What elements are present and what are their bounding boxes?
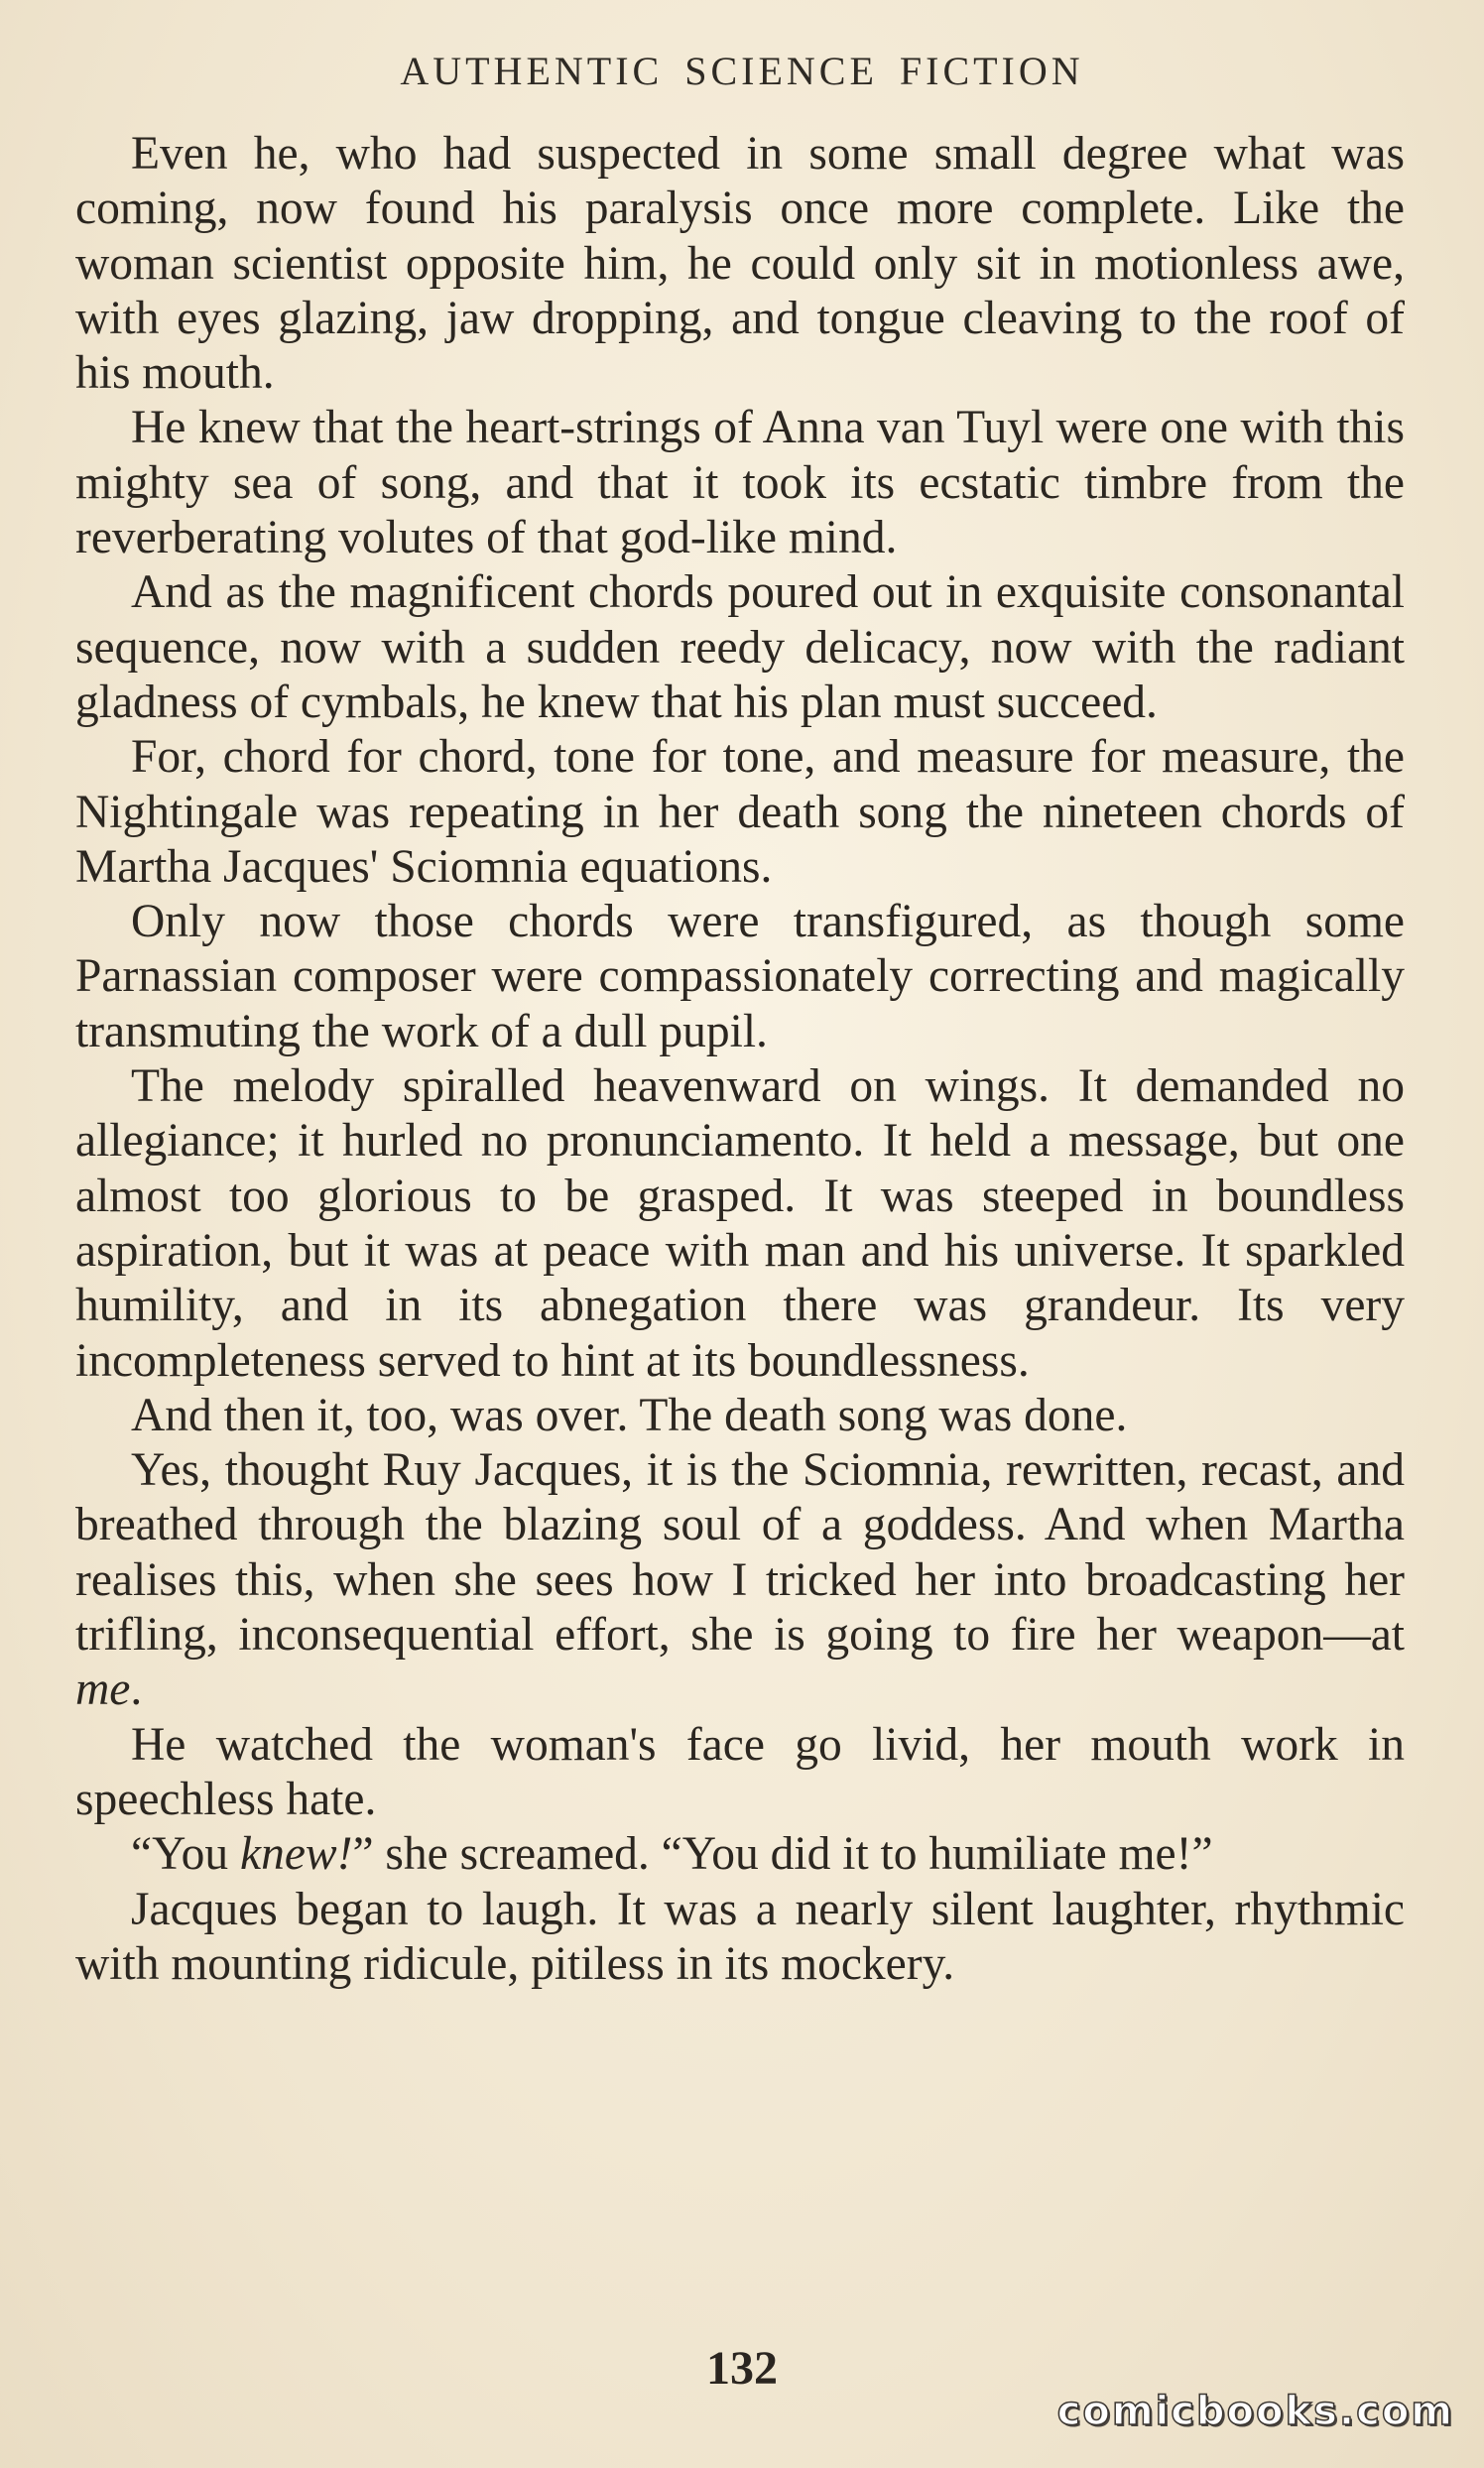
paragraph: And then it, too, was over. The death song was done.: [131, 1389, 1128, 1441]
paragraph: Even he, who had suspected in some small degree what was coming, now found his paralysis once more complete. Like the woman scientist opposite him, he could only sit in motionless awe, with eyes glazing, jaw dropping, and tongue cleaving to the roof of his mouth.: [75, 128, 1405, 400]
emphasis: me: [75, 1664, 131, 1716]
body-text: [75, 127, 1405, 1992]
paragraph: Yes, thought Ruy Jacques, it is the Sciomnia, rewritten, recast, and breathed through the blazing soul of a goddess. And when Martha realises this, when she sees how I tricked her into broadcasting her trifling, inconsequential effort, she is going to fire her weapon—at me.: [75, 1444, 1405, 1716]
paragraph: Only now those chords were transfigured, as though some Parnassian composer were compassionately correcting and magically transmuting the work of a dull pupil.: [75, 896, 1405, 1057]
paragraph: He watched the woman's face go livid, her mouth work in speechless hate.: [75, 1718, 1405, 1825]
page-number: 132: [706, 2342, 778, 2395]
paragraph: The melody spiralled heavenward on wings. It demanded no allegiance; it hurled no pronunciamento. It held a message, but one almost too glorious to be grasped. It was steeped in boundless aspiration, but it was at peace with man and his universe. It sparkled humility, and in its abnegation there was grandeur. Its very incompleteness served to hint at its boundlessness.: [75, 1060, 1405, 1387]
paragraph: For, chord for chord, tone for tone, and measure for measure, the Nightingale was repeating in her death song the nineteen chords of Martha Jacques' Sciomnia equations.: [75, 731, 1405, 893]
watermark: comicbooks.com: [1056, 2389, 1454, 2434]
paragraph: “You knew!” she screamed. “You did it to humiliate me!”: [131, 1828, 1213, 1881]
emphasis: knew!: [240, 1828, 353, 1881]
paragraph: And as the magnificent chords poured out in exquisite consonantal sequence, now with a sudden reedy delicacy, now with the radiant gladness of cymbals, he knew that his plan must succeed.: [75, 566, 1405, 728]
running-head: AUTHENTIC SCIENCE FICTION: [400, 49, 1084, 93]
paragraph: He knew that the heart-strings of Anna van Tuyl were one with this mighty sea of song, and that it took its ecstatic timbre from the reverberating volutes of that god-like mind.: [75, 402, 1405, 564]
paragraph: Jacques began to laugh. It was a nearly silent laughter, rhythmic with mounting ridicule, pitiless in its mockery.: [75, 1883, 1405, 1990]
